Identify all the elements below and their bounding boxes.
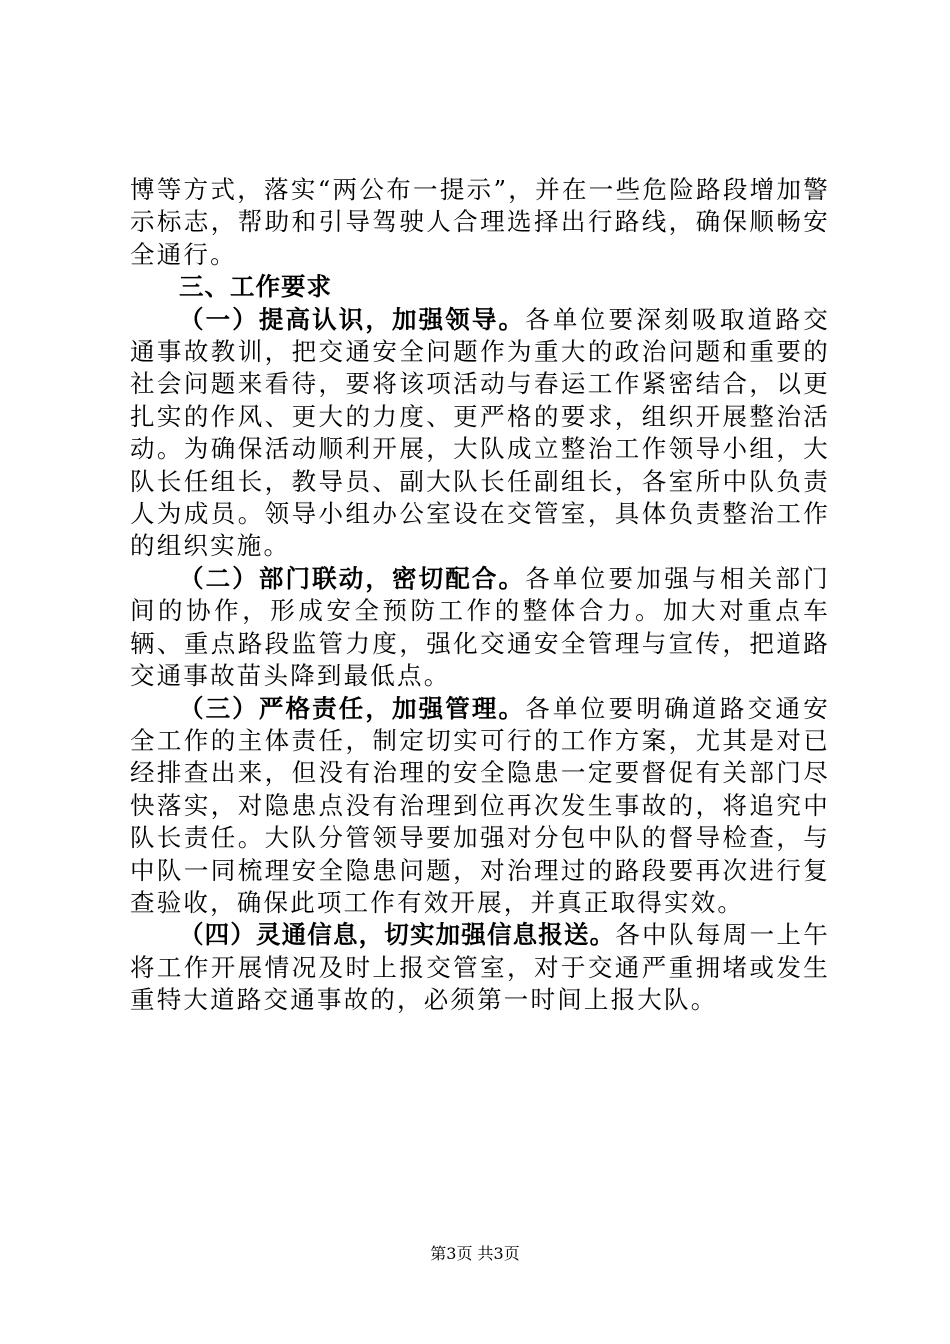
paragraph-item-1	[130, 304, 830, 563]
paragraph-item-3	[130, 693, 830, 920]
section-heading	[130, 271, 830, 303]
item-4-heading: （四）灵通信息，切实加强信息报送。	[179, 920, 616, 950]
paragraph-item-4	[130, 919, 830, 1016]
page-footer	[0, 1244, 950, 1264]
paragraph-continuation	[130, 174, 830, 271]
paragraph-text: 博等方式，落实“两公布一提示”，并在一些危险路段增加警示标志，帮助和引导驾驶人合理选择出行路线，确保顺畅安全通行。	[130, 175, 830, 269]
paragraph-item-2	[130, 563, 830, 693]
document-body	[130, 174, 830, 1017]
item-2-heading: （二）部门联动，密切配合。	[179, 563, 526, 593]
item-3-text: 各单位要明确道路交通安全工作的主体责任，制定切实可行的工作方案，尤其是对已经排查出来，但没有治理的安全隐患一定要督促有关部门尽快落实，对隐患点没有治理到位再次发生事故的，将追究中队长责任。大队分管领导要加强对分包中队的督导检查，与中队一同梳理安全隐患问题，对治理过的路段要再次进行复查验收，确保此项工作有效开展，并真正取得实效。	[130, 693, 831, 917]
section-heading-text: 三、工作要求	[179, 272, 332, 302]
item-2-text: 各单位要加强与相关部门间的协作，形成安全预防工作的整体合力。加大对重点车辆、重点路段监管力度，强化交通安全管理与宣传，把道路交通事故苗头降到最低点。	[130, 563, 831, 691]
item-4-text: 各中队每周一上午将工作开展情况及时上报交管室，对于交通严重拥堵或发生重特大道路交通事故的，必须第一时间上报大队。	[130, 920, 830, 1015]
item-1-heading: （一）提高认识，加强领导。	[179, 304, 526, 334]
item-1-text: 各单位要深刻吸取道路交通事故教训，把交通安全问题作为重大的政治问题和重要的社会问题来看待，要将该项活动与春运工作紧密结合，以更扎实的作风、更大的力度、更严格的要求，组织开展整治活动。为确保活动顺利开展，大队成立整治工作领导小组，大队长任组长，教导员、副大队长任副组长，各室所中队负责人为成员。领导小组办公室设在交管室，具体负责整治工作的组织实施。	[130, 304, 831, 561]
page-number: 第3页 共3页	[430, 1244, 520, 1263]
item-3-heading: （三）严格责任，加强管理。	[179, 693, 526, 723]
